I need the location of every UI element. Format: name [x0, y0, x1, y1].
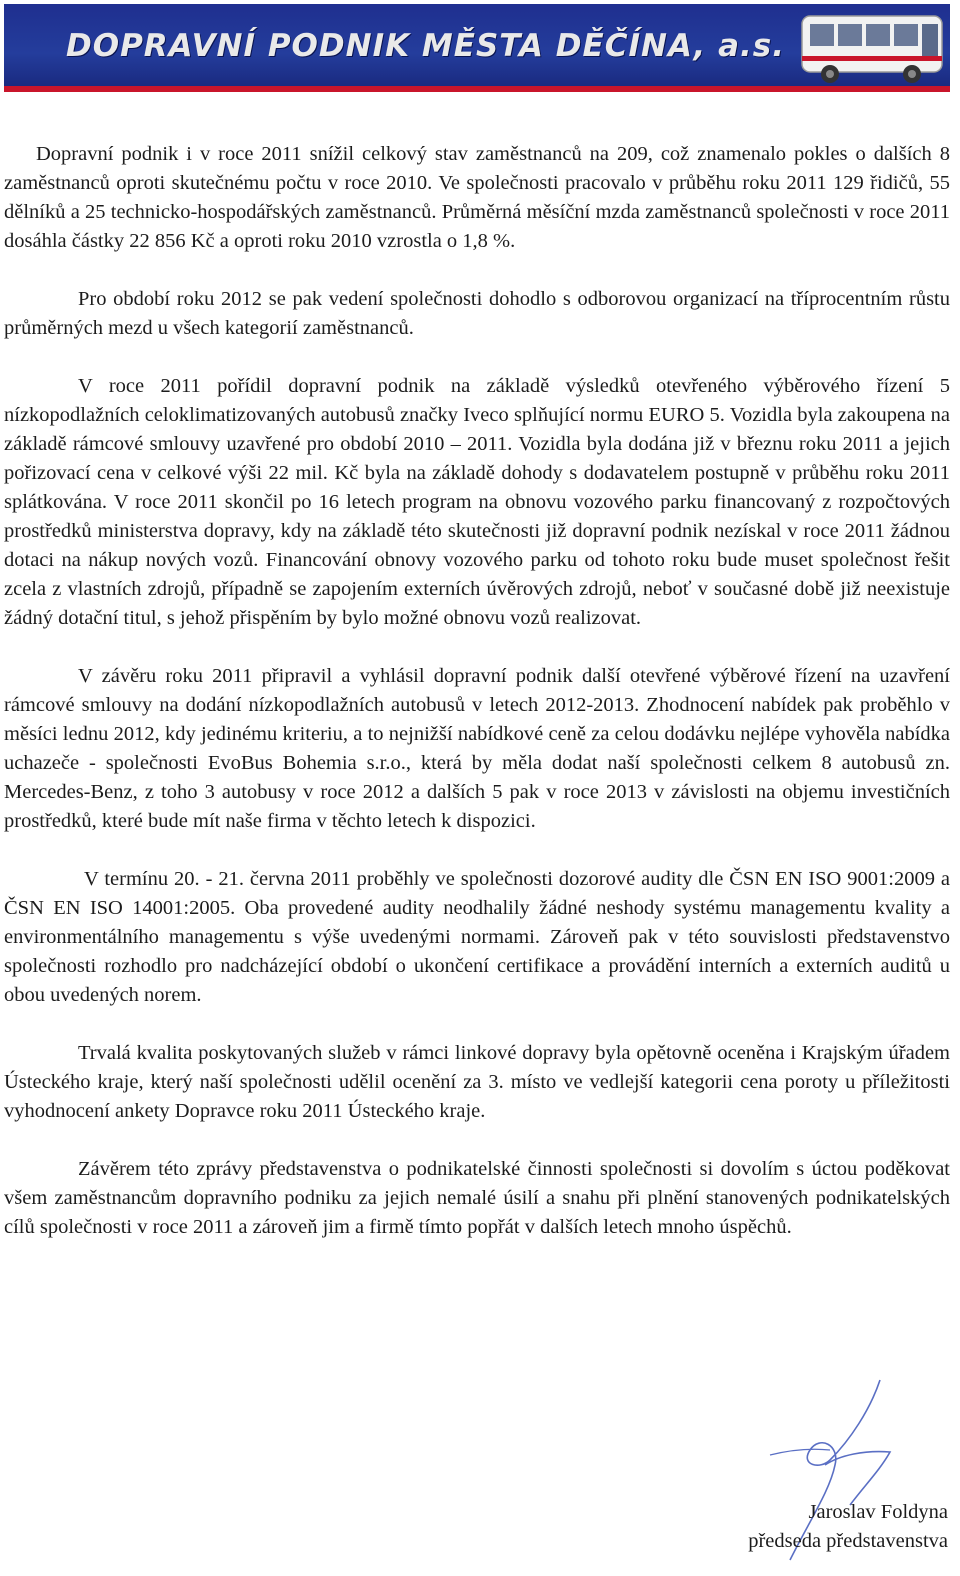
paragraph-employees: Dopravní podnik i v roce 2011 snížil celkový stav zaměstnanců na 209, což znamenalo pokles o dalších 8 zaměstnanců oproti skutečnému počtu v roce 2010. Ve společnosti pracovalo v průběhu roku 2011 129 řidičů, 55 dělníků a 25 technicko-hospodářských zaměstnanců. Průměrná měsíční mzda zaměstnanců společnosti v roce 2011 dosáhla částky 22 856 Kč a oproti roku 2010 vzrostla o 1,8 %.	[4, 143, 950, 252]
bus-icon	[796, 6, 946, 86]
paragraph-bus-purchase: V roce 2011 pořídil dopravní podnik na základě výsledků otevřeného výběrového řízení 5 nízkopodlažních celoklimatizovaných autobusů značky Iveco splňující normu EURO 5. Vozidla byla zakoupena na základě rámcové smlouvy uzavřené pro období 2010 – 2011. Vozidla byla dodána již v březnu roku 2011 a jejich pořizovací cena v celkové výši 22 mil. Kč byla na základě dohody s dodavatelem postupně v průběhu roku 2011 splátkována. V roce 2011 skončil po 16 letech program na obnovu vozového parku financovaný z rozpočtových prostředků ministerstva dopravy, kdy na základě této skutečnosti již dopravní podnik nezískal v roce 2011 žádnou dotaci na nákup nových vozů. Financování obnovy vozového parku od tohoto roku bude muset společnost řešit zcela z vlastních zdrojů, případně se zapojením externích úvěrových zdrojů, neboť v současné době již neexistuje žádný dotační titul, s jehož přispěním by bylo možné obnovu vozů realizovat.	[4, 375, 950, 629]
signatory-name: Jaroslav Foldyna	[808, 1501, 948, 1523]
paragraph-wages-2012: Pro období roku 2012 se pak vedení společnosti dohodlo s odborovou organizací na tříprocentním růstu průměrných mezd u všech kategorií zaměstnanců.	[4, 288, 950, 339]
banner-bar	[4, 4, 950, 92]
paragraph-audits: V termínu 20. - 21. června 2011 proběhly ve společnosti dozorové audity dle ČSN EN ISO 9001:2009 a ČSN EN ISO 14001:2005. Oba provedené audity neodhalily žádné neshody systému managementu kvality a environmentálního managementu s výše uvedenými normami. Zároveň pak v této souvislosti představenstvo společnosti rozhodlo pro nadcházející období o ukončení certifikace a provádění interních a externích auditů u obou uvedených norem.	[4, 868, 950, 1006]
paragraph-closing: Závěrem této zprávy představenstva o podnikatelské činnosti společnosti si dovolím s úctou poděkovat všem zaměstnancům dopravního podniku za jejich nemalé úsilí a snahu při plnění stanovených podnikatelských cílů společnosti v roce 2011 a zároveň jim a firmě tímto popřát v dalších letech mnoho úspěchů.	[4, 1158, 950, 1238]
paragraph-tender: V závěru roku 2011 připravil a vyhlásil dopravní podnik další otevřené výběrové řízení na uzavření rámcové smlouvy na dodání nízkopodlažních autobusů v letech 2012-2013. Zhodnocení nabídek pak proběhlo v měsíci lednu 2012, kdy jedinému kriteriu, a to nejnižší nabídkové ceně za celou dodávku nejlépe vyhověla nabídka uchazeče - společnosti EvoBus Bohemia s.r.o., která by měla dodat naší společnosti celkem 8 autobusů zn. Mercedes-Benz, z toho 3 autobusy v roce 2012 a dalších 5 pak v roce 2013 v závislosti na objemu investičních prostředků, které bude mít naše firma v těchto letech k dispozici.	[4, 665, 950, 832]
company-name: DOPRAVNÍ PODNIK MĚSTA DĚČÍNA, a.s.	[66, 28, 785, 64]
signatory-title: předseda představenstva	[748, 1530, 948, 1552]
paragraph-award: Trvalá kvalita poskytovaných služeb v rámci linkové dopravy byla opětovně oceněna i Krajským úřadem Ústeckého kraje, který naší společnosti udělil ocenění za 3. místo ve vedlejší kategorii cena poroty u příležitosti vyhodnocení ankety Dopravce roku 2011 Ústeckého kraje.	[4, 1042, 950, 1122]
letterhead-banner	[0, 0, 960, 100]
signature-block	[748, 1498, 948, 1556]
report-text	[4, 140, 950, 1271]
